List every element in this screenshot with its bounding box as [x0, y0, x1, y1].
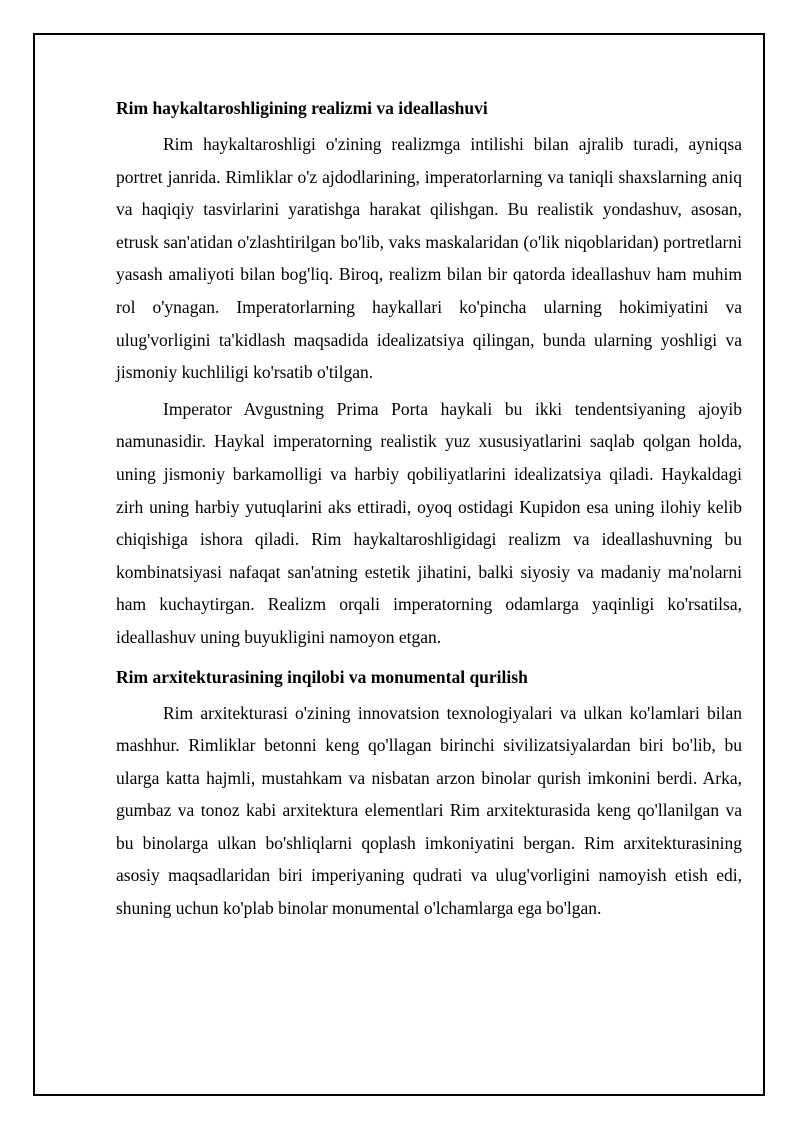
paragraph: Imperator Avgustning Prima Porta haykali bu ikki tendentsiyaning ajoyib namunasidir. Haykal imperatorning realistik yuz xususiyatlarini saqlab qolgan holda, uning jismoniy barkamolligi va harbiy qobiliyatlarini idealizatsiya qiladi. Haykaldagi zirh uning harbiy yutuqlarini aks ettiradi, oyoq ostidagi Kupidon esa uning ilohiy kelib chiqishiga ishora qiladi. Rim haykaltaroshligidagi realizm va ideallashuvning bu kombinatsiyasi nafaqat san'atning estetik jihatini, balki siyosiy va madaniy ma'nolarni ham kuchaytirgan. Realizm orqali imperatorning odamlarga yaqinligi ko'rsatilsa, ideallashuv uning buyukligini namoyon etgan.	[116, 398, 742, 647]
section-sculpture	[116, 95, 742, 654]
section-heading: Rim haykaltaroshligining realizmi va ideallashuvi	[116, 98, 488, 118]
paragraph: Rim arxitekturasi o'zining innovatsion texnologiyalari va ulkan ko'lamlari bilan mashhur. Rimliklar betonni keng qo'llagan birinchi sivilizatsiyalardan biri bo'lib, bu ularga katta hajmli, mustahkam va nisbatan arzon binolar qurish imkonini berdi. Arka, gumbaz va tonoz kabi arxitektura elementlari Rim arxitekturasida keng qo'llanilgan va bu binolarga ulkan bo'shliqlarni qoplash imkoniyatini bergan. Rim arxitekturasining asosiy maqsadlaridan biri imperiyaning qudrati va ulug'vorligini namoyish etish edi, shuning uchun ko'plab binolar monumental o'lchamlarga ega bo'lgan.	[116, 702, 742, 919]
paragraph: Rim haykaltaroshligi o'zining realizmga intilishi bilan ajralib turadi, ayniqsa portret janrida. Rimliklar o'z ajdodlarining, imperatorlarning va taniqli shaxslarning aniq va haqiqiy tasvirlarini yaratishga harakat qilishgan. Bu realistik yondashuv, asosan, etrusk san'atidan o'zlashtirilgan bo'lib, vaks maskalaridan (o'lik niqoblaridan) portretlarni yasash amaliyoti bilan bog'liq. Biroq, realizm bilan bir qatorda ideallashuv ham muhim rol o'ynagan. Imperatorlarning haykallari ko'pincha ularning hokimiyatini va ulug'vorligini ta'kidlash maqsadida idealizatsiya qilingan, bunda ularning yoshligi va jismoniy kuchliligi ko'rsatib o'tilgan.	[116, 134, 742, 383]
section-heading: Rim arxitekturasining inqilobi va monumental qurilish	[116, 666, 528, 687]
document-body	[116, 95, 742, 929]
section-architecture	[116, 664, 742, 925]
